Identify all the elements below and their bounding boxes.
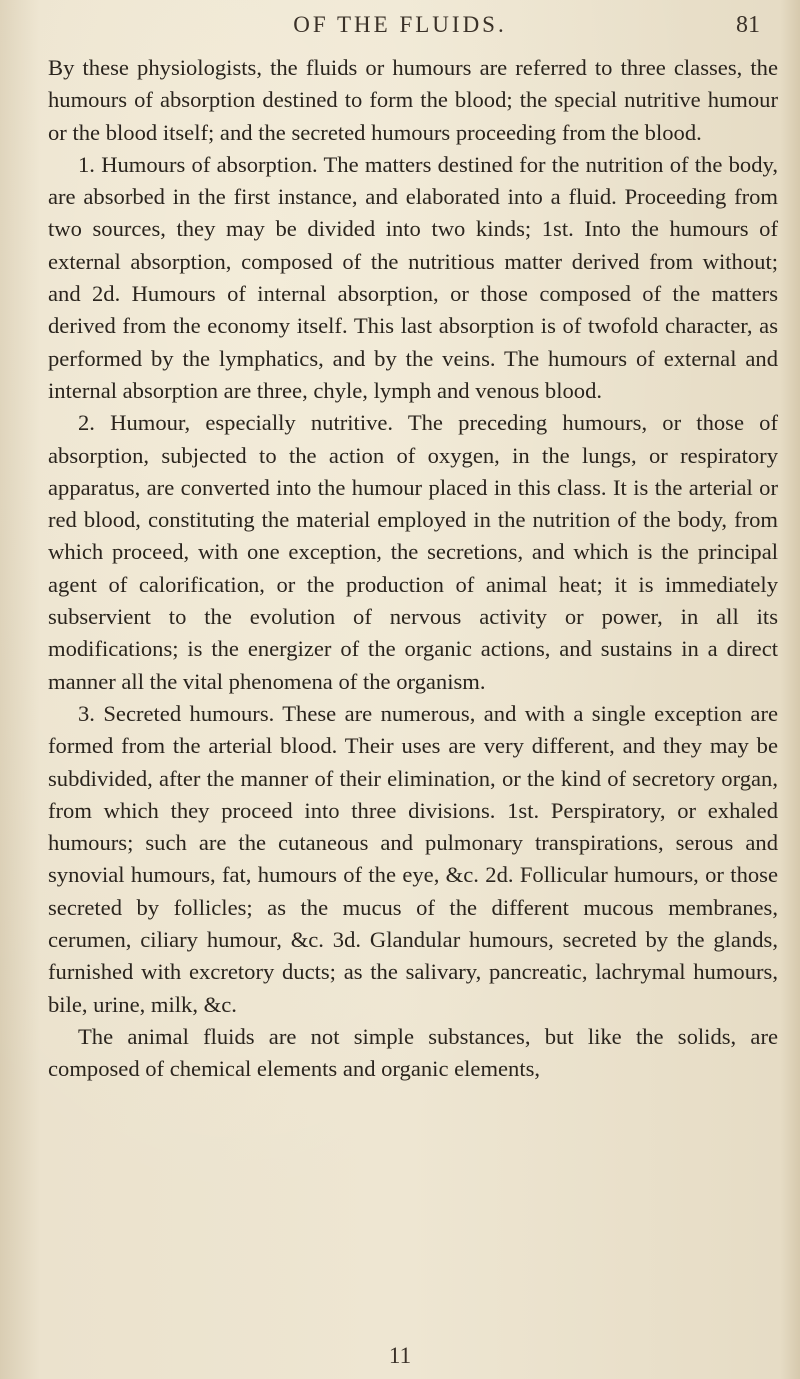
- running-head: [0, 12, 800, 52]
- body-text: [48, 52, 778, 1086]
- page-number: 81: [736, 12, 760, 38]
- paragraph-secreted-humours: 3. Secreted humours. These are numerous, and with a single exception are formed from the arterial blood. Their uses are very different, and they may be subdivided, after the manner of their elimination, or the kind of secretory organ, from which they proceed into three divisions. 1st. Perspiratory, or exhaled humours; such are the cutaneous and pulmonary transpirations, serous and synovial humours, fat, humours of the eye, &c. 2d. Follicular humours, or those secreted by follicles; as the mucus of the different mucous membranes, cerumen, ciliary humour, &c. 3d. Glandular humours, secreted by the glands, furnished with excretory ducts; as the salivary, pancreatic, lachrymal humours, bile, urine, milk, &c.: [48, 700, 778, 1017]
- paragraph-intro: By these physiologists, the fluids or humours are referred to three classes, the humours of absorption destined to form the blood; the special nutritive humour or the blood itself; and the secreted humours proceeding from the blood.: [48, 55, 778, 145]
- signature-mark: 11: [388, 1343, 412, 1368]
- paragraph-nutritive-humour: 2. Humour, especially nutritive. The preceding humours, or those of absorption, subjected to the action of oxygen, in the lungs, or respiratory apparatus, are converted into the humour placed in this class. It is the arterial or red blood, constituting the material employed in the nutrition of the body, from which proceed, with one exception, the secretions, and which is the principal agent of calorification, or the production of animal heat; it is immediately subservient to the evolution of nervous activity or power, in all its modifications; is the energizer of the organic actions, and sustains in a direct manner all the vital phenomena of the organism.: [48, 410, 778, 694]
- paragraph-humours-of-absorption: 1. Humours of absorption. The matters destined for the nutrition of the body, are absorbed in the first instance, and elaborated into a fluid. Proceeding from two sources, they may be divided into two kinds; 1st. Into the humours of external absorption, composed of the nutritious matter derived from without; and 2d. Humours of internal absorption, or those composed of the matters derived from the economy itself. This last absorption is of twofold character, as performed by the lymphatics, and by the veins. The humours of external and internal absorption are three, chyle, lymph and venous blood.: [48, 151, 778, 403]
- paragraph-animal-fluids: The animal fluids are not simple substances, but like the solids, are composed of chemical elements and organic elements,: [48, 1023, 778, 1082]
- running-head-title: OF THE FLUIDS.: [293, 12, 507, 37]
